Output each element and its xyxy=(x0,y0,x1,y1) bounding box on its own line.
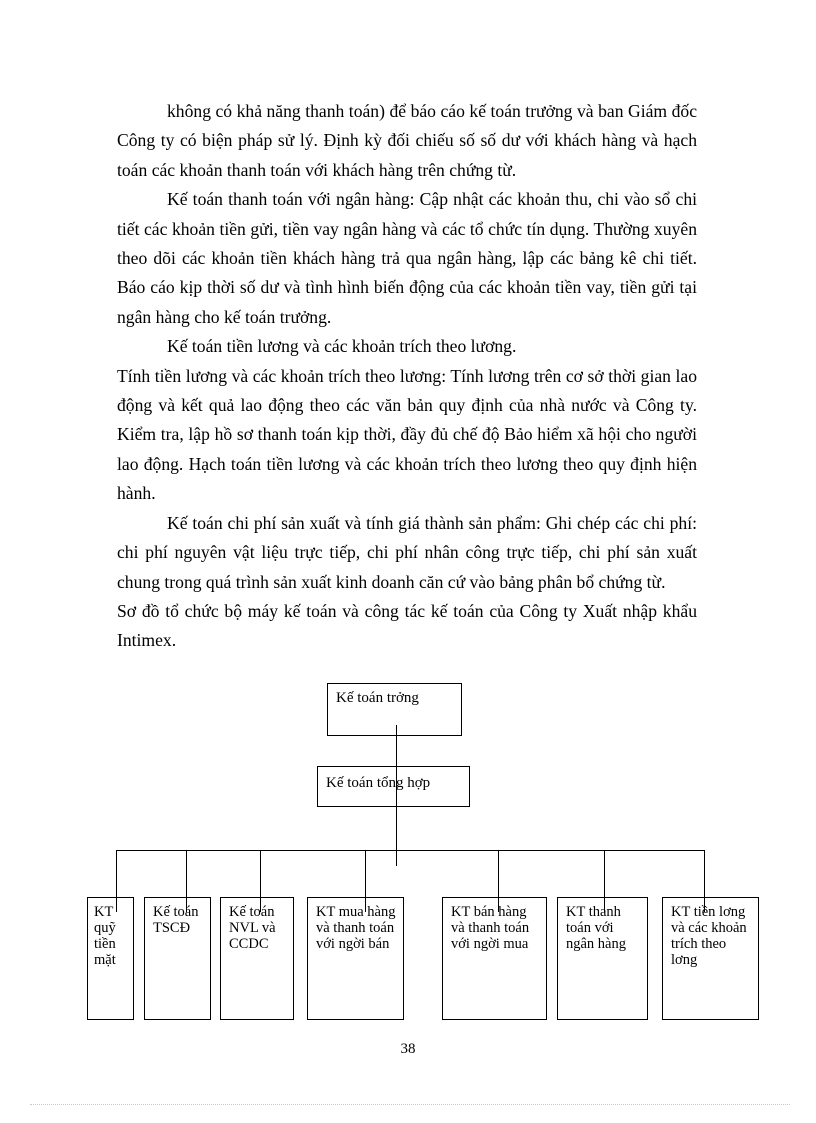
paragraph-diagram-caption: Sơ đồ tổ chức bộ máy kế toán và công tác kế toán của Công ty Xuất nhập khẩu Intimex. xyxy=(117,600,697,651)
paragraph-salary-details: Tính tiền lương và các khoản trích theo lương: Tính lương trên cơ sở thời gian lao động và kết quả lao động theo các văn bản quy định của nhà nước và Công ty. Kiểm tra, lập hồ sơ thanh toán kịp thời, đầy đủ chế độ Bảo hiểm xã hội cho người lao động. Hạch toán tiền lương và các khoản trích theo lương theo quy định hiện hành. xyxy=(117,365,697,504)
org-node-cash-fund: KT quỹ tiền mặt xyxy=(94,904,116,968)
org-node-chief-accountant: Kế toán trởng xyxy=(336,690,419,706)
org-node-materials-tools: Kế toán NVL và CCDC xyxy=(229,904,276,952)
paragraph-salary-heading: Kế toán tiền lương và các khoản trích theo lương. xyxy=(167,336,517,357)
page-number: 38 xyxy=(400,1041,416,1057)
org-node-fixed-assets: Kế toán TSCĐ xyxy=(153,904,199,936)
paragraph-production-costs: Kế toán chi phí sản xuất và tính giá thành sản phẩm: Ghi chép các chi phí: chi phí nguyên vật liệu trực tiếp, chi phí nhân công trực tiếp, chi phí sản xuất chung trong quá trình sản xuất kinh doanh căn cứ vào bảng phân bổ chứng từ. xyxy=(117,512,697,592)
org-node-general-accountant: Kế toán tổng hợp xyxy=(326,775,431,791)
org-node-payroll: KT tiền lơng và các khoản trích theo lơng xyxy=(671,904,747,968)
footer-divider xyxy=(30,1104,790,1105)
paragraph-bank-payments: Kế toán thanh toán với ngân hàng: Cập nhật các khoản thu, chi vào sổ chi tiết các khoản tiền gửi, tiền vay ngân hàng và các tổ chức tín dụng. Thường xuyên theo dõi các khoản tiền khách hàng trả qua ngân hàng, lập các bảng kê chi tiết. Báo cáo kịp thời số dư và tình hình biến động của các khoản tiền vay, tiền gửi tại ngân hàng cho kế toán trưởng. xyxy=(117,189,697,327)
org-node-purchasing: KT mua hàng và thanh toán với ngời bán xyxy=(316,904,396,952)
org-node-bank-payments: KT thanh toán với ngân hàng xyxy=(566,904,626,952)
paragraph-customer-payments: không có khả năng thanh toán) để báo cáo kế toán trưởng và ban Giám đốc Công ty có biện pháp sử lý. Định kỳ đối chiếu số số dư với khách hàng và hạch toán các khoản thanh toán với khách hàng trên chứng từ. xyxy=(117,101,697,180)
org-node-sales: KT bán hàng và thanh toán với ngời mua xyxy=(451,904,530,952)
